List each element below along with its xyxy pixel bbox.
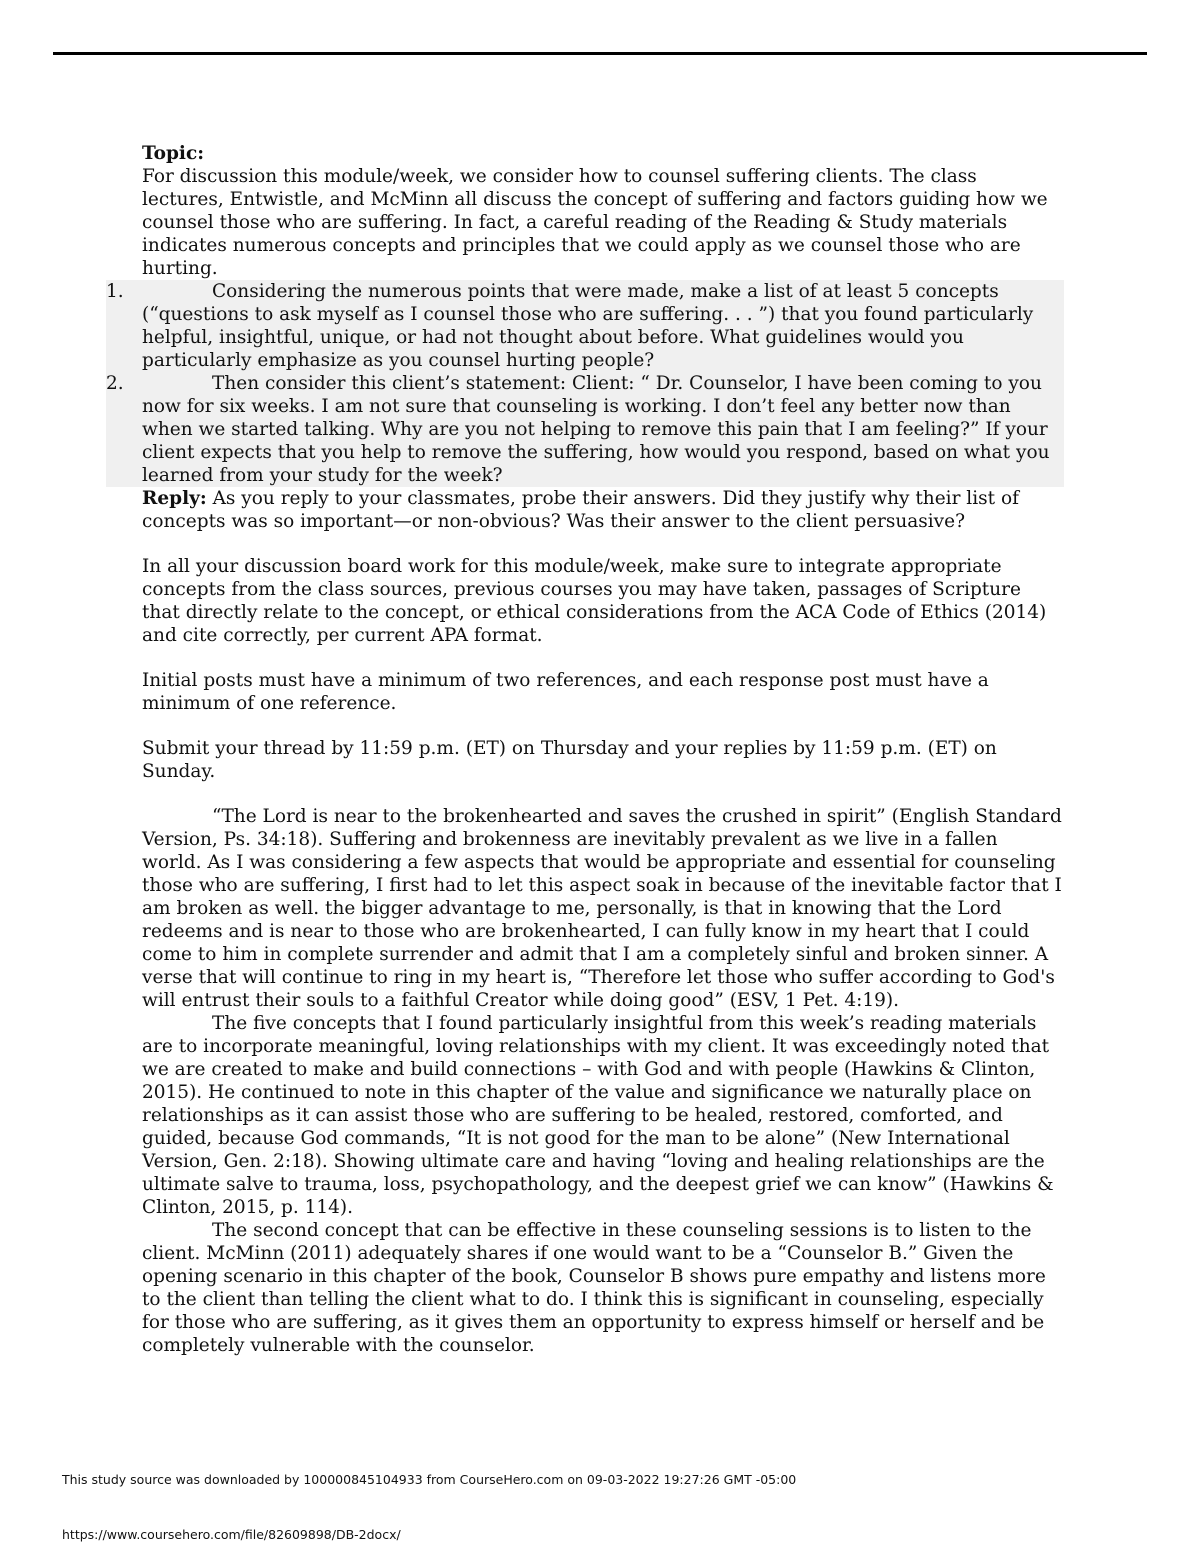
paragraph-gap <box>142 783 1062 805</box>
prompt-number: 1. <box>106 281 124 302</box>
paragraph-gap <box>142 647 1062 669</box>
essay-paragraph: The five concepts that I found particularly insightful from this week’s reading materials are to incorporate meaningful, loving relationships with my client. It was exceedingly noted that we are created to make and build connections – with God and with people (Hawkins & Clinton, 2015). He continued to note in this chapter of the value and significance we naturally place on relationships as it can assist those who are suffering to be healed, restored, comforted, and guided, because God commands, “It is not good for the man to be alone” (New International Version, Gen. 2:18). Showing ultimate care and having “loving and healing relationships are the ultimate salve to trauma, loss, psychopathology, and the deepest grief we can know” (Hawkins & Clinton, 2015, p. 114). <box>142 1013 1054 1218</box>
paragraph-gap <box>142 533 1062 555</box>
prompt-text: Then consider this client’s statement: Client: “ Dr. Counselor, I have been coming to you now for six weeks. I am not sure that counseling is working. I don’t feel any better now than when we started talking. Why are you not helping to remove this pain that I am feeling?” If your client expects that you help to remove the suffering, how would you respond, based on what you learned from your study for the week? <box>142 373 1050 486</box>
essay-paragraph: The second concept that can be effective in these counseling sessions is to listen to the client. McMinn (2011) adequately shares if one would want to be a “Counselor B.” Given the opening scenario in this chapter of the book, Counselor B shows pure empathy and listens more to the client than telling the client what to do. I think this is significant in counseling, especially for those who are suffering, as it gives them an opportunity to express himself or herself and be completely vulnerable with the counselor. <box>142 1220 1046 1356</box>
instruction-paragraph: Initial posts must have a minimum of two references, and each response post must have a minimum of one reference. <box>142 670 989 714</box>
reply-label: Reply: <box>142 488 207 509</box>
prompt-text: Considering the numerous points that were made, make a list of at least 5 concepts (“questions to ask myself as I counsel those who are suffering. . . ”) that you found particularly helpful, insightful, unique, or had not thought about before. What guidelines would you particularly emphasize as you counsel hurting people? <box>142 281 1034 371</box>
document-body <box>106 142 1062 1357</box>
reply-paragraph <box>142 487 1062 533</box>
prompt-number: 2. <box>106 373 124 394</box>
instruction-paragraph: In all your discussion board work for this module/week, make sure to integrate appropriate concepts from the class sources, previous courses you may have taken, passages of Scripture that directly relate to the concept, or ethical considerations from the ACA Code of Ethics (2014) and cite correctly, per current APA format. <box>142 556 1047 646</box>
paragraph-gap <box>142 715 1062 737</box>
essay-paragraph: “The Lord is near to the brokenhearted and saves the crushed in spirit” (English Standard Version, Ps. 34:18). Suffering and brokenness are inevitably prevalent as we live in a fallen world. As I was considering a few aspects that would be appropriate and essential for counseling those who are suffering, I first had to let this aspect soak in because of the inevitable factor that I am broken as well. the bigger advantage to me, personally, is that in knowing that the Lord redeems and is near to those who are brokenhearted, I can fully know in my heart that I could come to him in complete surrender and admit that I am a completely sinful and broken sinner. A verse that will continue to ring in my heart is, “Therefore let those who suffer according to God's will entrust their souls to a faithful Creator while doing good” (ESV, 1 Pet. 4:19). <box>142 806 1062 1011</box>
topic-heading: Topic: <box>142 143 205 164</box>
prompt-item <box>106 280 1064 372</box>
prompt-item <box>106 372 1064 487</box>
topic-intro: For discussion this module/week, we consider how to counsel suffering clients. The class lectures, Entwistle, and McMinn all discuss the concept of suffering and factors guiding how we counsel those who are suffering. In fact, a careful reading of the Reading & Study materials indicates numerous concepts and principles that we could apply as we counsel those who are hurting. <box>142 166 1048 279</box>
prompt-list <box>106 280 1064 487</box>
reply-text: As you reply to your classmates, probe their answers. Did they justify why their list of concepts was so important—or non-obvious? Was their answer to the client persuasive? <box>142 488 1019 532</box>
instruction-paragraph: Submit your thread by 11:59 p.m. (ET) on Thursday and your replies by 11:59 p.m. (ET) on Sunday. <box>142 738 997 782</box>
source-url[interactable]: https://www.coursehero.com/file/82609898/DB-2docx/ <box>62 1527 401 1542</box>
download-source-note: This study source was downloaded by 100000845104933 from CourseHero.com on 09-03-2022 19:27:26 GMT -05:00 <box>62 1472 797 1487</box>
top-rule <box>53 52 1147 55</box>
